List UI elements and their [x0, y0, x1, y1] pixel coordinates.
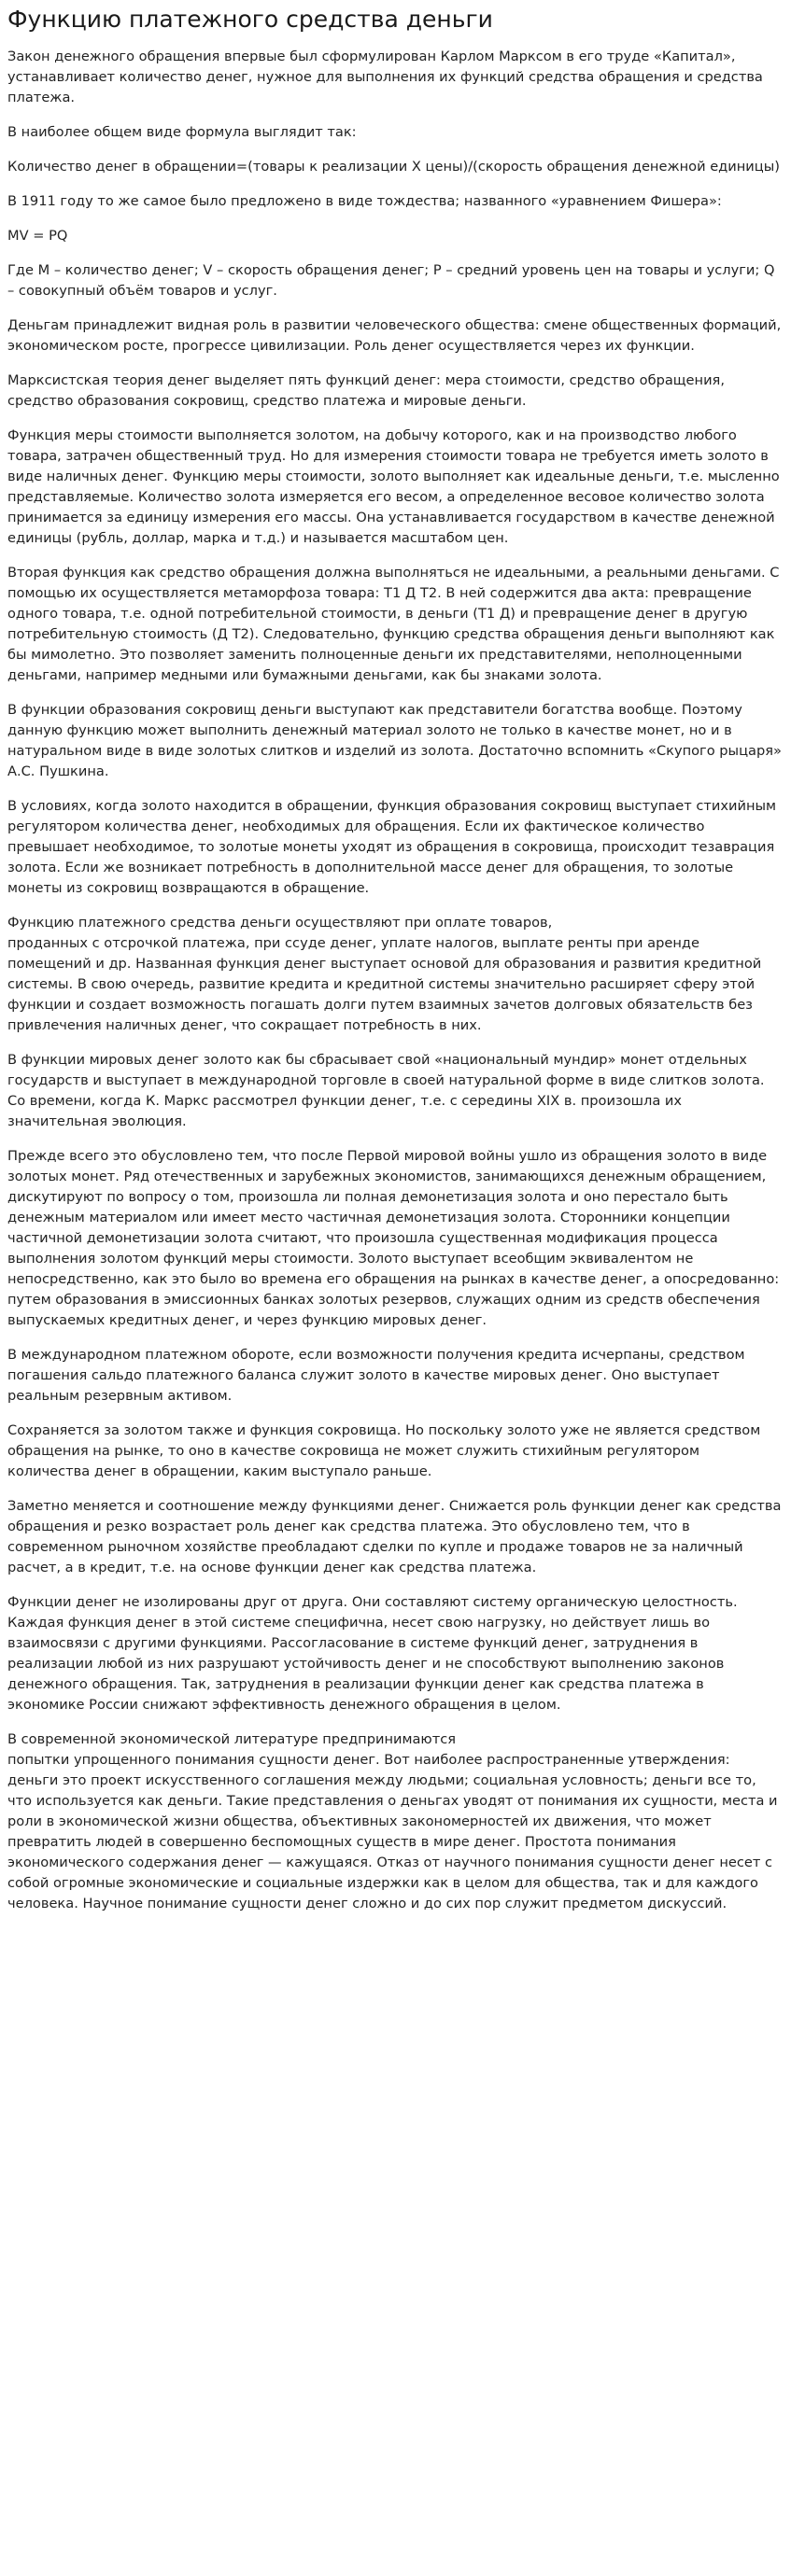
paragraph-formula: Количество денег в обращении=(товары к реализации Х цены)/(скорость обращения денежной единицы): [7, 159, 780, 175]
article-title: Функцию платежного средства деньги: [7, 6, 493, 33]
paragraph-measure-of-value: Функция меры стоимости выполняется золотом, на добычу которого, как и на производство любого товара, затрачен общественный труд. Но для измерения стоимости товара не требуется иметь золото в виде наличных денег. Функцию меры стоимости, золото выполняет как идеальные деньги, т.е. мысленно представляемые. Количество золота измеряется его весом, а определенное весовое количество золота принимается за единицу измерения его массы. Она устанавливается государством в качестве денежной единицы (рубль, доллар, марка и т.д.) и называется масштабом цен.: [7, 427, 780, 546]
paragraph-hoarding: В условиях, когда золото находится в обращении, функция образования сокровищ выступает стихийным регулятором количества денег, необходимых для обращения. Если их фактическое количество превышает необходимое, то золотые монеты уходят из обращения в сокровища, происходит тезаврация золота. Если же возникает потребность в дополнительной массе денег для обращения, то золотые монеты из сокровищ возвращаются в обращение.: [7, 798, 777, 896]
paragraph-modern-literature: В современной экономической литературе предпринимаются попытки упрощенного понимания сущности денег. Вот наиболее распространенные утверждения: деньги это проект искусственного соглашения между людьми; социальная условность; деньги все то, что используется как деньги. Такие представления о деньгах уводят от понимания их сущности, места и роли в экономической жизни общества, объективных закономерностей их движения, что может превратить людей в совершенно беспомощных существ в мире денег. Простота понимания экономического содержания денег — кажущаяся. Отказ от научного понимания сущности денег несет с собой огромные экономические и социальные издержки как в целом для общества, так и для каждого человека. Научное понимание сущности денег сложно и до сих пор служит предметом дискуссий.: [7, 1731, 778, 1911]
paragraph-functions-system: Функции денег не изолированы друг от друга. Они составляют систему органическую целостность. Каждая функция денег в этой системе специфична, несет свою нагрузку, но действует лишь во взаимосвязи с другими функциями. Рассогласование в системе функций денег, затруднения в реализации любой из них разрушают устойчивость денег и не способствуют выполнению законов денежного обращения. Так, затруднения в реализации функции денег как средства платежа в экономике России снижают эффективность денежного обращения в целом.: [7, 1594, 738, 1713]
paragraph-international-payments: В международном платежном обороте, если возможности получения кредита исчерпаны, средством погашения сальдо платежного баланса служит золото в качестве мировых денег. Оно выступает реальным резервным активом.: [7, 1347, 745, 1404]
paragraph-means-of-payment: Функцию платежного средства деньги осуществляют при оплате товаров, проданных с отсрочкой платежа, при ссуде денег, уплате налогов, выплате ренты при аренде помещений и др. Названная функция денег выступает основой для образования и развития кредитной системы. В свою очередь, развитие кредита и кредитной системы значительно расширяет сферу этой функции и создает возможность погашать долги путем взаимных зачетов долговых обязательств без привлечения наличных денег, что сокращает потребность в них.: [7, 915, 762, 1033]
paragraph-functions-ratio: Заметно меняется и соотношение между функциями денег. Снижается роль функции денег как средства обращения и резко возрастает роль денег как средства платежа. Это обусловлено тем, что в современном рыночном хозяйстве преобладают сделки по купле и продаже товаров не за наличный расчет, а в кредит, т.е. на основе функции денег как средства платежа.: [7, 1498, 782, 1575]
paragraph-treasure-function: Сохраняется за золотом также и функция сокровища. Но поскольку золото уже не является средством обращения на рынке, то оно в качестве сокровища не может служить стихийным регулятором количества денег в обращении, каким выступало раньше.: [7, 1422, 761, 1479]
paragraph-five-functions: Марксистская теория денег выделяет пять функций денег: мера стоимости, средство обращения, средство образования сокровищ, средство платежа и мировые деньги.: [7, 372, 725, 409]
paragraph-demonetization: Прежде всего это обусловлено тем, что после Первой мировой войны ушло из обращения золото в виде золотых монет. Ряд отечественных и зарубежных экономистов, занимающихся денежным обращением, дискутируют по вопросу о том, произошла ли полная демонетизация золота и оно перестало быть денежным материалом или имеет место частичная демонетизация золота. Сторонники концепции частичной демонетизации золота считают, что произошла существенная модификация процесса выполнения золотом функций меры стоимости. Золото выступает всеобщим эквивалентом не непосредственно, как это было во времена его обращения на рынках в качестве денег, а опосредованно: путем образования в эмиссионных банках золотых резервов, служащих одним из средств обеспечения выпускаемых кредитных денег, и через функцию мировых денег.: [7, 1148, 780, 1328]
paragraph-formula-intro: В наиболее общем виде формула выглядит так:: [7, 124, 357, 140]
paragraph-medium-of-exchange: Вторая функция как средство обращения должна выполняться не идеальными, а реальными деньгами. С помощью их осуществляется метаморфоза товара: Т1 Д Т2. В ней содержится два акта: превращение одного товара, т.е. одной потребительной стоимости, в деньги (Т1 Д) и превращение денег в другую потребительную стоимость (Д Т2). Следовательно, функцию средства обращения деньги выполняют как бы мимолетно. Это позволяет заменить полноценные деньги их представителями, неполноценными деньгами, например медными или бумажными деньгами, как бы знаками золота.: [7, 565, 780, 683]
article-body: [7, 47, 784, 1914]
paragraph-fisher-equation: MV = PQ: [7, 228, 68, 244]
paragraph-world-money: В функции мировых денег золото как бы сбрасывает свой «национальный мундир» монет отдельных государств и выступает в международной торговле в своей натуральной форме в виде слитков золота. Со времени, когда К. Маркс рассмотрел функции денег, т.е. с середины XIX в. произошла их значительная эволюция.: [7, 1052, 765, 1129]
paragraph-formulation: Закон денежного обращения впервые был сформулирован Карлом Марксом в его труде «Капитал», устанавливает количество денег, нужное для выполнения их функций средства обращения и средства платежа.: [7, 49, 763, 105]
paragraph-role-of-money: Деньгам принадлежит видная роль в развитии человеческого общества: смене общественных формаций, экономическом росте, прогрессе цивилизации. Роль денег осуществляется через их функции.: [7, 317, 782, 354]
paragraph-treasure: В функции образования сокровищ деньги выступают как представители богатства вообще. Поэтому данную функцию может выполнить денежный материал золото не только в качестве монет, но и в натуральном виде в виде золотых слитков и изделий из золота. Достаточно вспомнить «Скупого рыцаря» А.С. Пушкина.: [7, 702, 782, 779]
paragraph-variables: Где M – количество денег; V – скорость обращения денег; P – средний уровень цен на товары и услуги; Q – совокупный объём товаров и услуг.: [7, 262, 775, 299]
paragraph-fisher-intro: В 1911 году то же самое было предложено в виде тождества; названного «уравнением Фишера»:: [7, 193, 722, 209]
